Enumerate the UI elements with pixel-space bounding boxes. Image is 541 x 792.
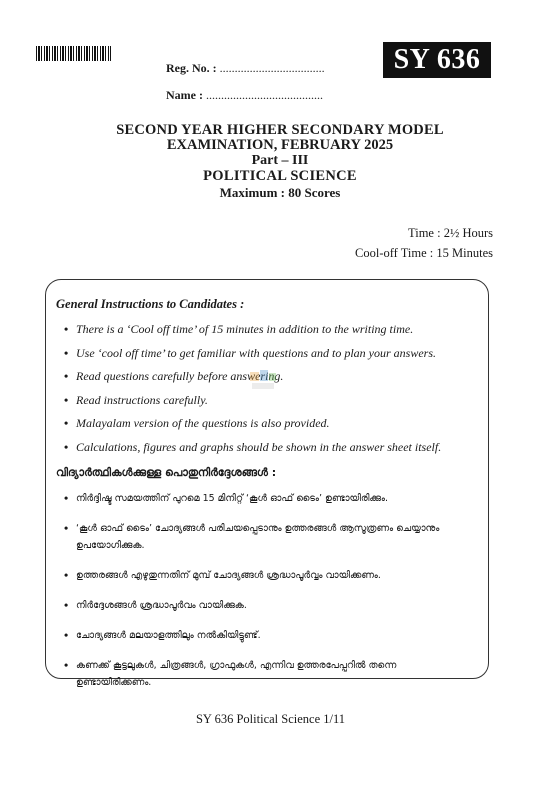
name-field — [166, 88, 323, 103]
title-max-scores: Maximum : 80 Scores — [219, 185, 341, 200]
list-item: • നിർദ്ദേശങ്ങൾ ശ്രദ്ധാപൂർവം വായിക്കുക. — [64, 598, 247, 612]
bullet-icon: • — [64, 658, 69, 672]
malayalam-instructions-title: വിദ്യാർത്ഥികൾക്കുള്ള പൊതുനിർദ്ദേശങ്ങൾ : — [56, 466, 277, 479]
bullet-icon: • — [64, 416, 69, 431]
bullet-icon: • — [64, 345, 69, 360]
instructions-box — [45, 279, 489, 688]
title-part: Part – III — [251, 153, 309, 168]
watermark-logo-icon — [248, 368, 278, 394]
list-item: • Calculations, figures and graphs should be shown in the answer sheet itself. — [64, 439, 442, 454]
title-line-2: EXAMINATION, FEBRUARY 2025 — [166, 137, 394, 153]
reg-no-label: Reg. No. : — [166, 61, 217, 75]
bullet-icon: • — [64, 392, 69, 407]
list-item: • ചോദ്യങ്ങൾ മലയാളത്തിലും നൽകിയിട്ടുണ്ട്. — [64, 628, 261, 642]
name-dots: ....................................... — [205, 88, 323, 102]
page-footer: SY 636 Political Science 1/11 — [195, 712, 346, 726]
time-block — [355, 223, 493, 263]
bullet-icon: • — [64, 598, 69, 612]
list-item: • കണക്ക് കൂട്ടലുകൾ, ചിത്രങ്ങൾ, ഗ്രാഫുകൾ, എന്നിവ ഉത്തരപേപ്പറിൽ തന്നെ ഉണ്ടായിരിക്കണം. — [64, 657, 456, 691]
list-item: • Use ‘cool off time’ to get familiar with questions and to plan your answers. — [64, 345, 436, 360]
instructions-title: General Instructions to Candidates : — [56, 297, 245, 311]
bullet-icon: • — [64, 628, 69, 642]
bullet-icon: • — [64, 521, 69, 535]
paper-code: SY 636 — [393, 44, 481, 75]
exam-title-block — [60, 123, 500, 201]
barcode — [36, 46, 111, 61]
bullet-icon: • — [64, 568, 69, 582]
bullet-icon: • — [64, 322, 69, 336]
bullet-icon: • — [64, 369, 69, 384]
reg-no-field — [166, 61, 325, 76]
title-line-1: SECOND YEAR HIGHER SECONDARY MODEL — [116, 122, 444, 138]
bullet-icon: • — [64, 439, 69, 454]
list-item: • Read questions carefully before answering. — [64, 369, 284, 384]
list-item: • Malayalam version of the questions is also provided. — [64, 416, 330, 431]
title-subject: POLITICAL SCIENCE — [203, 168, 357, 184]
time-text: Time : 2½ Hours — [408, 226, 493, 240]
reg-no-dots: ................................... — [219, 61, 325, 75]
cooloff-text: Cool-off Time : 15 Minutes — [355, 246, 493, 260]
list-item: • There is a ‘Cool off time’ of 15 minutes in addition to the writing time. — [64, 322, 414, 336]
bullet-icon: • — [64, 491, 69, 505]
list-item: • നിർദ്ദിഷ്ട സമയത്തിന് പുറമെ 15 മിനിറ്റ് ‘കൂൾ ഓഫ് ടൈം’ ഉണ്ടായിരിക്കും. — [64, 491, 388, 505]
malayalam-instructions-list — [64, 490, 456, 704]
paper-code-box — [383, 42, 491, 78]
name-label: Name : — [166, 88, 203, 102]
list-item: • Read instructions carefully. — [64, 392, 208, 407]
list-item: • ‘കൂൾ ഓഫ് ടൈം’ ചോദ്യങ്ങൾ പരിചയപ്പെടാനും ഉത്തരങ്ങൾ ആസൂത്രണം ചെയ്യാനും ഉപയോഗിക്കുക. — [64, 520, 456, 554]
list-item: • ഉത്തരങ്ങൾ എഴുതുന്നതിന് മുമ്പ് ചോദ്യങ്ങൾ ശ്രദ്ധാപൂർവ്വം വായിക്കണം. — [64, 568, 381, 582]
